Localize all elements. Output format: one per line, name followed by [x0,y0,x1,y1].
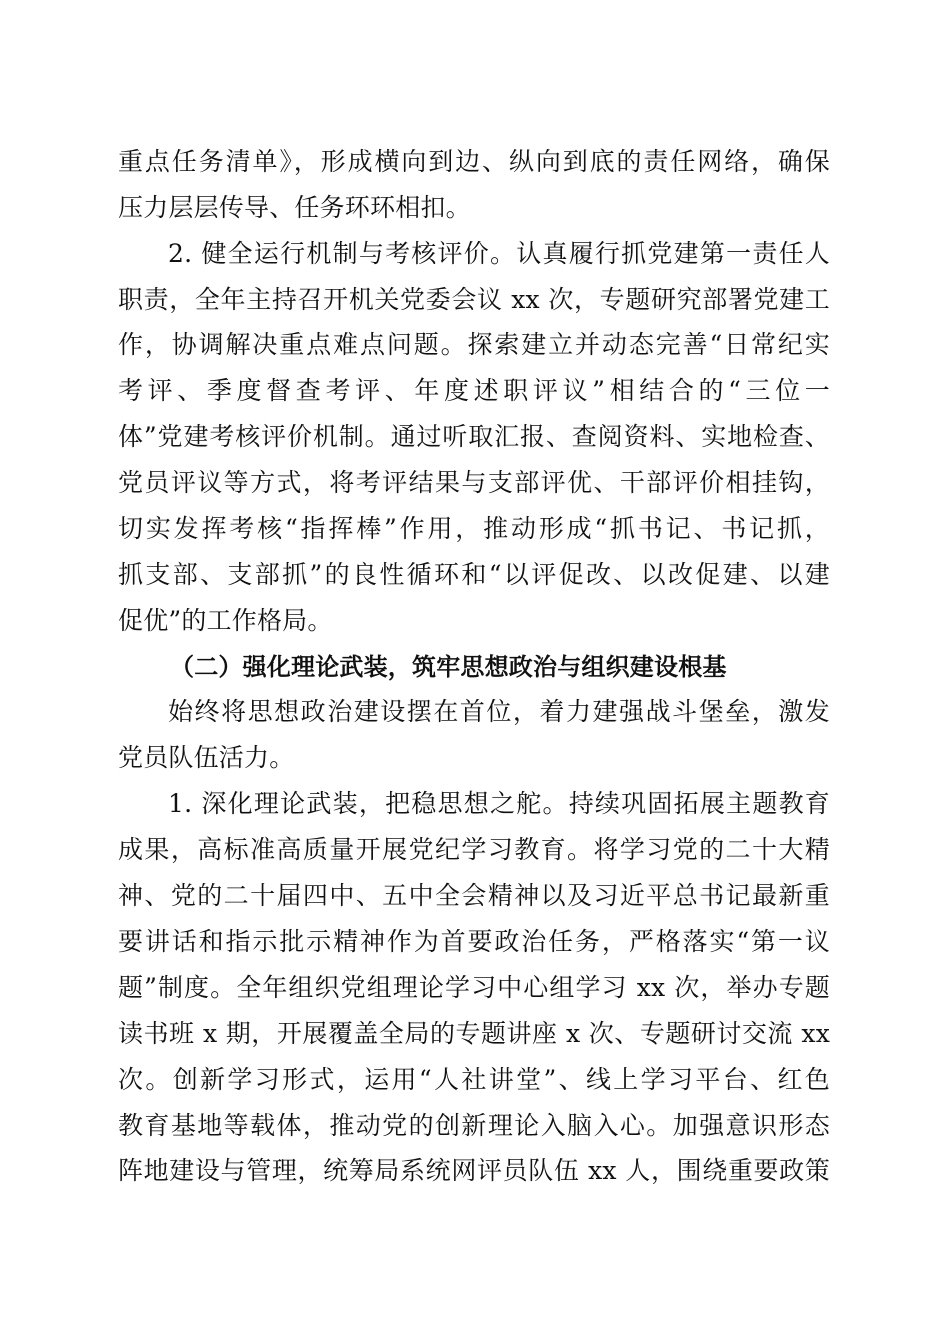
text-line: 题”制度。全年组织党组理论学习中心组学习 xx 次，举办专题 [118,973,830,1002]
text-line: 成果，高标准高质量开展党纪学习教育。将学习党的二十大精 [118,835,830,864]
text-line: 神、党的二十届四中、五中全会精神以及习近平总书记最新重 [118,881,830,910]
text-line: 压力层层传导、任务环环相扣。 [118,193,471,222]
text-line: 始终将思想政治建设摆在首位，着力建强战斗堡垒，激发 [168,697,830,726]
text-line: 体”党建考核评价机制。通过听取汇报、查阅资料、实地检查、 [118,422,830,451]
text-line: 作，协调解决重点难点问题。探索建立并动态完善“日常纪实 [118,330,830,359]
section-heading: （二）强化理论武装，筑牢思想政治与组织建设根基 [170,652,727,681]
text-line: 抓支部、支部抓”的良性循环和“以评促改、以改促建、以建 [118,560,830,589]
text-line: 党员队伍活力。 [118,743,295,772]
text-line: 党员评议等方式，将考评结果与支部评优、干部评价相挂钩， [118,468,830,497]
text-line: 要讲话和指示批示精神作为首要政治任务，严格落实“第一议 [118,927,830,956]
text-line: 重点任务清单》，形成横向到边、纵向到底的责任网络，确保 [118,147,830,176]
text-line: 阵地建设与管理，统筹局系统网评员队伍 xx 人，围绕重要政策 [118,1156,830,1185]
text-line: 次。创新学习形式，运用“人社讲堂”、线上学习平台、红色 [118,1065,830,1094]
text-line: 促优”的工作格局。 [118,606,333,635]
text-line: 2. 健全运行机制与考核评价。认真履行抓党建第一责任人 [168,239,830,268]
text-line: 读书班 x 期，开展覆盖全局的专题讲座 x 次、专题研讨交流 xx [118,1019,830,1048]
text-line: 1. 深化理论武装，把稳思想之舵。持续巩固拓展主题教育 [168,789,830,818]
text-line: 考评、季度督查考评、年度述职评议”相结合的“三位一 [118,376,830,405]
text-line: 教育基地等载体，推动党的创新理论入脑入心。加强意识形态 [118,1111,830,1140]
text-line: 切实发挥考核“指挥棒”作用，推动形成“抓书记、书记抓， [118,514,830,543]
text-line: 职责，全年主持召开机关党委会议 xx 次，专题研究部署党建工 [118,285,830,314]
